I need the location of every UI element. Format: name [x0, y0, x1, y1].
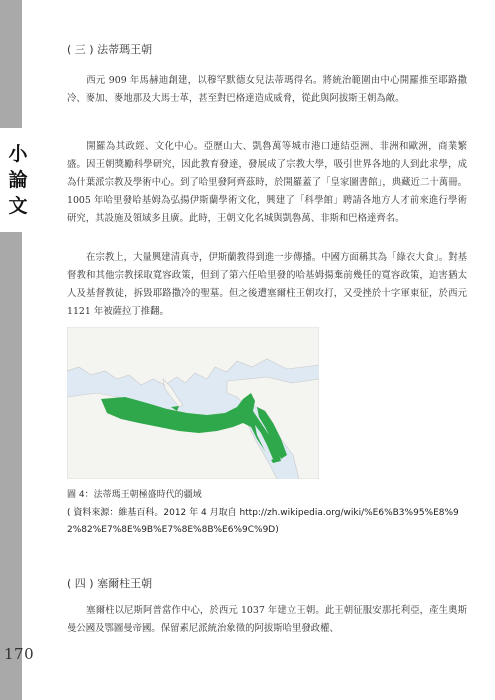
chapter-tab-char: 小	[8, 143, 28, 165]
sidebar	[0, 0, 22, 700]
chapter-tab-char: 論	[8, 169, 28, 191]
section-heading-seljuk: ( 四 ) 塞爾柱王朝	[67, 577, 153, 590]
fatimid-empire-map	[67, 327, 319, 479]
paragraph	[67, 602, 467, 638]
paragraph-text: 塞爾柱以尼斯阿普當作中心，於西元 1037 年建立王朝。此王朝征服安那托利亞，產生奧斯曼公國及鄂圖曼帝國。保留素尼派統治象徵的阿拔斯哈里發政權、	[67, 605, 467, 634]
paragraph	[67, 249, 467, 321]
chapter-tab	[0, 128, 36, 232]
page-number: 170	[4, 645, 35, 663]
figure-source: ( 資料來源：維基百科。2012 年 4 月取自 http://zh.wikipedia.org/wiki/%E6%B3%95%E8%92%82%E7%8E%9B%E7%8E%8B%E6%9C%9D)	[67, 508, 459, 535]
section-heading-fatimid: ( 三 ) 法蒂瑪王朝	[67, 43, 153, 56]
figure-caption: 圖 4：法蒂瑪王朝極盛時代的疆域	[67, 490, 202, 500]
chapter-tab-char: 文	[8, 195, 28, 217]
paragraph	[67, 138, 467, 228]
paragraph-text: 西元 909 年馬赫迪創建，以穆罕默德女兒法蒂瑪得名。將統治範圍由中心開羅推至耶路撒冷、麥加、麥地那及大馬士革，甚至對巴格達造成威脅，從此與阿拔斯王朝為敵。	[67, 75, 467, 104]
paragraph-text: 開羅為其政經、文化中心。亞歷山大、凱魯萬等城市港口連結亞洲、非洲和歐洲，商業繁盛。因王朝獎勵科學研究，因此教育發達，發展成了宗教大學，吸引世界各地的人到此求學，成為什葉派宗教及學術中心。到了哈里發阿齊茲時，於開羅蓋了「皇家圖書館」，典藏近二十萬冊。1005 年哈里發哈基姆為弘揚伊斯蘭學術文化，興建了「科學館」聘請各地方人才前來進行學術研究，其設施及領域多且廣。此時，王朝文化名城與凱魯萬、非斯和巴格達齊名。	[67, 141, 467, 224]
paragraph-text: 在宗教上，大量興建清真寺，伊斯蘭教得到進一步傳播。中國方面稱其為「綠衣大食」。對基督教和其他宗教採取寬容政策，但到了第六任哈里發的哈基姆揚棄前幾任的寬容政策，迫害猶太人及基督教徒，拆毀耶路撒冷的聖墓。但之後遭塞爾柱王朝攻打，又受挫於十字軍東征，於西元 1121 年被薩拉丁推翻。	[67, 252, 467, 317]
paragraph	[67, 72, 467, 108]
